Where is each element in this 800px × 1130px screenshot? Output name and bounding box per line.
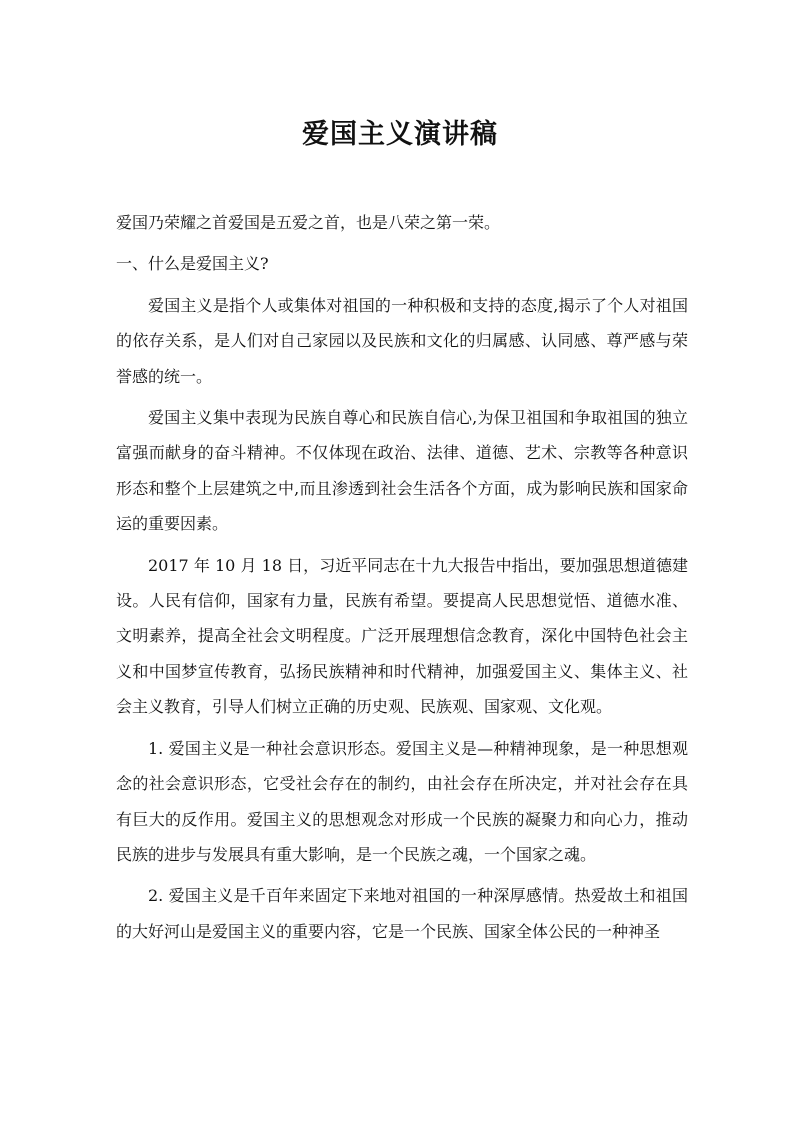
paragraph-report: 2017 年 10 月 18 日，习近平同志在十九大报告中指出，要加强思想道德建设。人民有信仰，国家有力量，民族有希望。要提高人民思想觉悟、道德水准、文明素养，提高全社会文明程度。广泛开展理想信念教育，深化中国特色社会主义和中国梦宣传教育，弘扬民族精神和时代精神，加强爱国主义、集体主义、社会主义教育，引导人们树立正确的历史观、民族观、国家观、文化观。	[116, 555, 688, 717]
paragraph-point-2: 2. 爱国主义是千百年来固定下来地对祖国的一种深厚感情。热爱故土和祖国的大好河山是爱国主义的重要内容，它是一个民族、国家全体公民的一种神圣	[116, 886, 688, 941]
section-heading: 一、什么是爱国主义?	[116, 254, 269, 274]
paragraph-expression: 爱国主义集中表现为民族自尊心和民族自信心,为保卫祖国和争取祖国的独立富强而献身的奋斗精神。不仅体现在政治、法律、道德、艺术、宗教等各种意识形态和整个上层建筑之中,而且渗透到社会生活各个方面，成为影响民族和国家命运的重要因素。	[116, 408, 688, 534]
document-title: 爱国主义演讲稿	[302, 119, 498, 150]
document-body	[116, 205, 688, 955]
opening-line: 爱国乃荣耀之首爱国是五爱之首，也是八荣之第一荣。	[116, 213, 501, 232]
paragraph-point-1: 1. 爱国主义是一种社会意识形态。爱国主义是—种精神现象，是一种思想观念的社会意识形态，它受社会存在的制约，由社会存在所决定，并对社会存在具有巨大的反作用。爱国主义的思想观念对形成一个民族的凝聚力和向心力，推动民族的进步与发展具有重大影响，是一个民族之魂，一个国家之魂。	[116, 738, 688, 864]
paragraph-definition: 爱国主义是指个人或集体对祖国的一种积极和支持的态度,揭示了个人对祖国的依存关系，是人们对自己家园以及民族和文化的归属感、认同感、尊严感与荣誉感的统一。	[116, 295, 688, 386]
